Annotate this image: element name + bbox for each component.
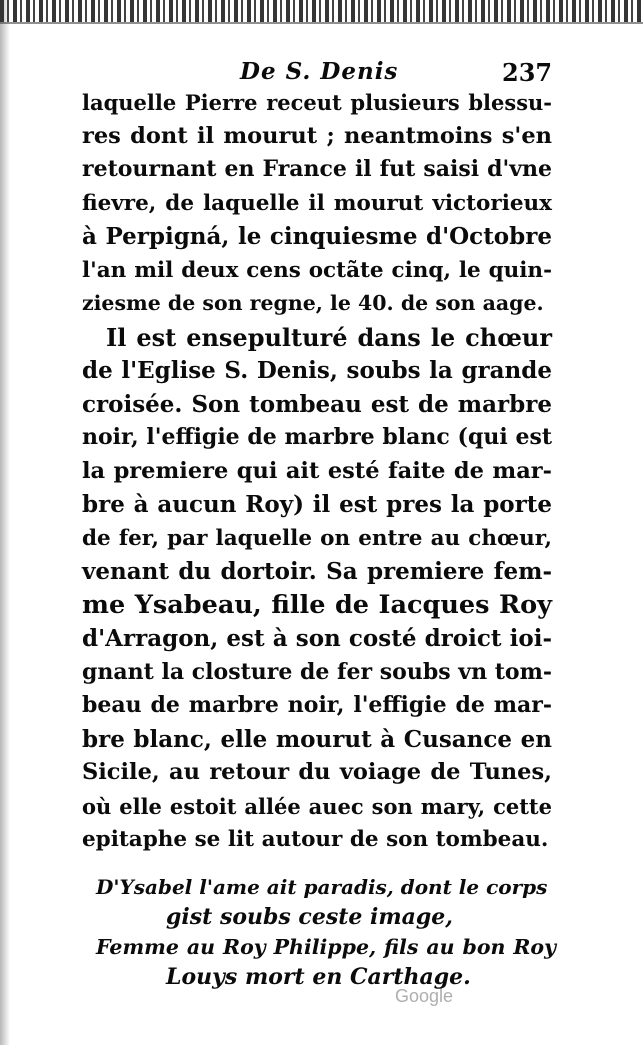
text-line: l'an mil deux cens octãte cinq, le quin- [82, 257, 552, 283]
text-line: de l'Eglise S. Denis, soubs la grande [82, 357, 552, 384]
text-line: venant du dortoir. Sa premiere fem- [82, 558, 552, 585]
text-line: epitaphe se lit autour de son tombeau. [82, 827, 549, 852]
text-line: où elle estoit allée auec son mary, cette [82, 793, 552, 819]
text-line: de fer, par laquelle on entre au chœur, [82, 525, 552, 551]
decorative-top-border [0, 0, 643, 22]
text-line: fievre, de laquelle il mourut victorieux [82, 190, 552, 216]
text-line: ziesme de son regne, le 40. de son aage. [82, 291, 544, 315]
text-line: gnant la closture de fer soubs vn tom- [82, 658, 552, 685]
text-line: beau de marbre noir, l'effigie de mar- [82, 692, 552, 718]
text-line: bre blanc, elle mourut à Cusance en [82, 725, 552, 753]
gutter-shadow [0, 0, 10, 1045]
page-number: 237 [502, 58, 553, 87]
text-line: res dont il mourut ; neantmoins s'en [82, 122, 552, 149]
body-text [82, 86, 552, 857]
top-rule [0, 22, 643, 24]
text-line: Il est ensepulturé dans le chœur [106, 322, 552, 352]
text-line: bre à aucun Roy) il est pres la porte [82, 491, 552, 518]
epitaph-line: gist soubs ceste image, [166, 904, 453, 930]
text-line: la premiere qui ait esté faite de mar- [82, 457, 552, 484]
epitaph-line: Femme au Roy Philippe, fils au bon Roy [96, 935, 556, 959]
text-line: laquelle Pierre receut plusieurs blessu- [82, 90, 552, 115]
text-line: croisée. Son tombeau est de marbre [82, 390, 552, 418]
text-line: à Perpigná, le cinquiesme d'Octobre [82, 223, 552, 250]
epitaph-line: Louys mort en Carthage. [166, 964, 471, 990]
text-line: me Ysabeau, fille de Iacques Roy [82, 589, 552, 620]
text-line: d'Arragon, est à son costé droict ioi- [82, 625, 552, 652]
running-head: De S. Denis [240, 58, 399, 85]
digitizer-watermark: Google [395, 986, 454, 1006]
text-line: Sicile, au retour du voiage de Tunes, [82, 759, 552, 785]
epitaph [96, 872, 556, 992]
text-line: noir, l'effigie de marbre blanc (qui est [82, 424, 552, 450]
text-line: retournant en France il fut saisi d'vne [82, 156, 552, 182]
epitaph-line: D'Ysabel l'ame ait paradis, dont le corps [96, 875, 548, 899]
